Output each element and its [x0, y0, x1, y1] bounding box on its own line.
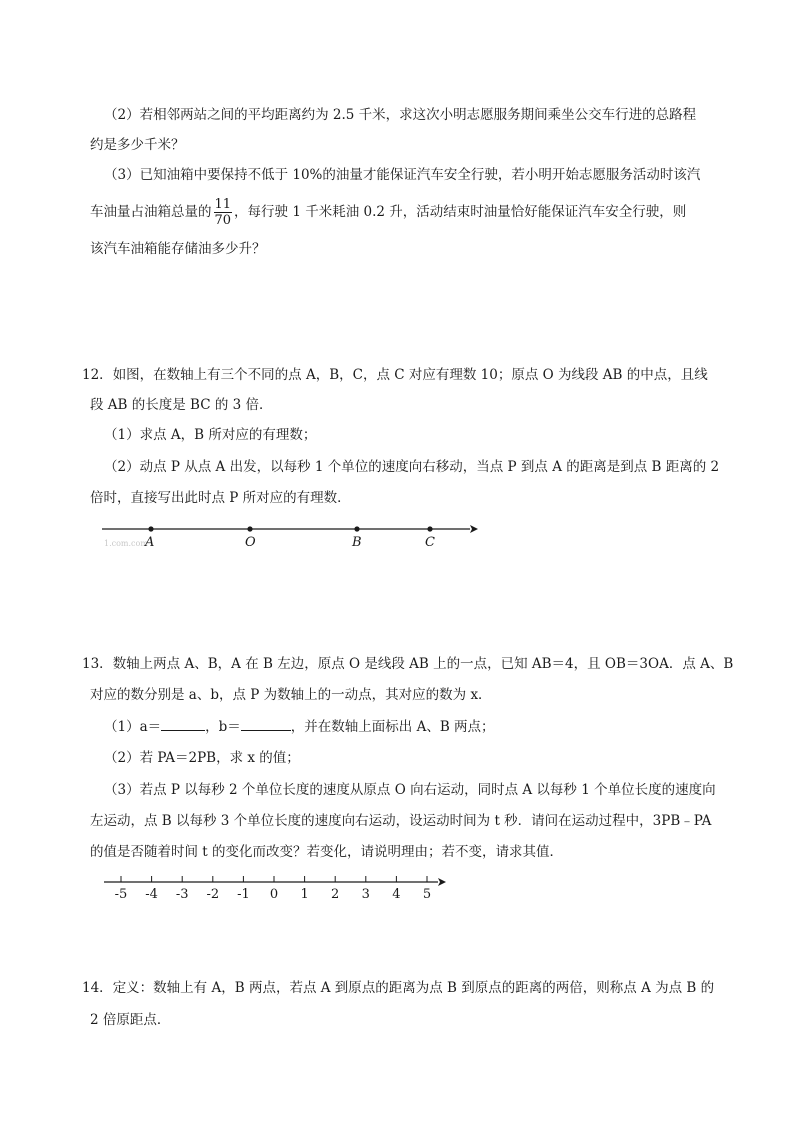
q13-part3-line2: 左运动，点 B 以每秒 3 个单位长度的速度向右运动，设运动时间为 t 秒．请问在运动过程中，3PB﹣PA: [90, 813, 712, 829]
q12-watermark: 1.com.com: [104, 539, 148, 548]
q11-part2-line2: 约是多少千米？: [90, 137, 185, 153]
q12-number-line-figure: [100, 518, 480, 554]
q13-line2: 对应的数分别是 a、b，点 P 为数轴上的一动点，其对应的数为 x．: [90, 687, 492, 703]
q13-tick-label: 0: [269, 887, 279, 902]
q13-tick-label: 5: [422, 887, 432, 902]
q13-part1-a-label: （1）a＝: [104, 719, 162, 735]
q13-tick-label: -5: [114, 887, 128, 902]
q12-axis-arrow: [470, 525, 478, 533]
q11-part3-line2-before: 车油量占油箱总量的: [90, 204, 212, 220]
q13-part3-line3: 的值是否随着时间 t 的变化而改变？若变化，请说明理由；若不变，请求其值．: [90, 844, 564, 860]
q13-ticks-group: [115, 876, 431, 902]
q12-first-line: [82, 365, 708, 385]
q14-line1: 定义：数轴上有 A，B 两点，若点 A 到原点的距离为点 B 到原点的距离的两倍，则称点 A 为点 B 的: [112, 980, 715, 996]
q12-part2-line1: （2）动点 P 从点 A 出发，以每秒 1 个单位的速度向右移动，当点 P 到点 A 的距离是到点 B 距离的 2: [104, 459, 720, 475]
q11-part2-line1: （2）若相邻两站之间的平均距离约为 2.5 千米，求这次小明志愿服务期间乘坐公交车行进的总路程: [104, 107, 697, 123]
q12-label-C: C: [425, 535, 435, 550]
q12-part1: （1）求点 A，B 所对应的有理数；: [104, 427, 317, 443]
q13-tick-label: -1: [237, 887, 250, 902]
q11-part3-line2: [90, 197, 686, 228]
fraction-numerator: 11: [214, 197, 232, 212]
fraction-11-70: [214, 197, 233, 228]
q12-point-C-dot: [427, 526, 432, 531]
q13-tick-label: 3: [361, 887, 370, 902]
q12-part2-line2: 倍时，直接写出此时点 P 所对应的有理数．: [90, 490, 351, 506]
q11-part3-line2-after: ，每行驶 1 千米耗油 0.2 升，活动结束时油量恰好能保证汽车安全行驶，则: [234, 204, 687, 220]
q13-blank-b: [241, 716, 291, 731]
q13-blank-a: [161, 716, 205, 731]
q13-number: 13．: [82, 656, 113, 672]
q13-part3-line1: （3）若点 P 以每秒 2 个单位长度的速度从原点 O 向右运动，同时点 A 以每秒 1 个单位长度的速度向: [104, 782, 716, 798]
q12-line1: 如图，在数轴上有三个不同的点 A，B，C，点 C 对应有理数 10；原点 O 为线段 AB 的中点，且线: [112, 367, 708, 383]
q13-axis-arrow: [438, 878, 446, 886]
fraction-denominator: 70: [214, 213, 232, 228]
q13-number-line-figure: [100, 872, 450, 902]
q13-part2: （2）若 PA＝2PB，求 x 的值；: [104, 750, 300, 766]
q13-tick-label: -2: [206, 887, 220, 902]
q12-label-A: A: [145, 535, 155, 550]
q12-point-O-dot: [247, 526, 252, 531]
q13-tick-label: -3: [175, 887, 189, 902]
q13-tick-label: -4: [145, 887, 158, 902]
q12-point-B-dot: [354, 526, 359, 531]
q13-tick-label: 2: [331, 887, 340, 902]
q13-part1-b-label: ，b＝: [205, 719, 241, 735]
q13-tick-label: 1: [300, 887, 309, 902]
q13-first-line: [82, 654, 733, 674]
q11-part3-line1: （3）已知油箱中要保持不低于 10%的油量才能保证汽车安全行驶，若小明开始志愿服务活动时该汽: [104, 167, 701, 183]
q14-number: 14．: [82, 980, 113, 996]
q14-first-line: [82, 978, 714, 998]
q11-part3-line3: 该汽车油箱能存储油多少升？: [90, 241, 266, 257]
q13-part1: [104, 716, 495, 737]
q12-point-A-dot: [148, 526, 153, 531]
q12-number: 12．: [82, 367, 113, 383]
q13-line1: 数轴上两点 A、B，A 在 B 左边，原点 O 是线段 AB 上的一点，已知 AB＝4，且 OB＝3OA．点 A、B: [112, 656, 734, 672]
q14-line2: 2 倍原距点．: [90, 1012, 171, 1028]
q13-part1-c-label: ，并在数轴上面标出 A、B 两点；: [290, 719, 495, 735]
q12-line2: 段 AB 的长度是 BC 的 3 倍．: [90, 397, 273, 413]
q12-label-B: B: [352, 535, 362, 550]
q13-tick-label: 4: [392, 887, 401, 902]
q12-label-O: O: [245, 535, 256, 550]
